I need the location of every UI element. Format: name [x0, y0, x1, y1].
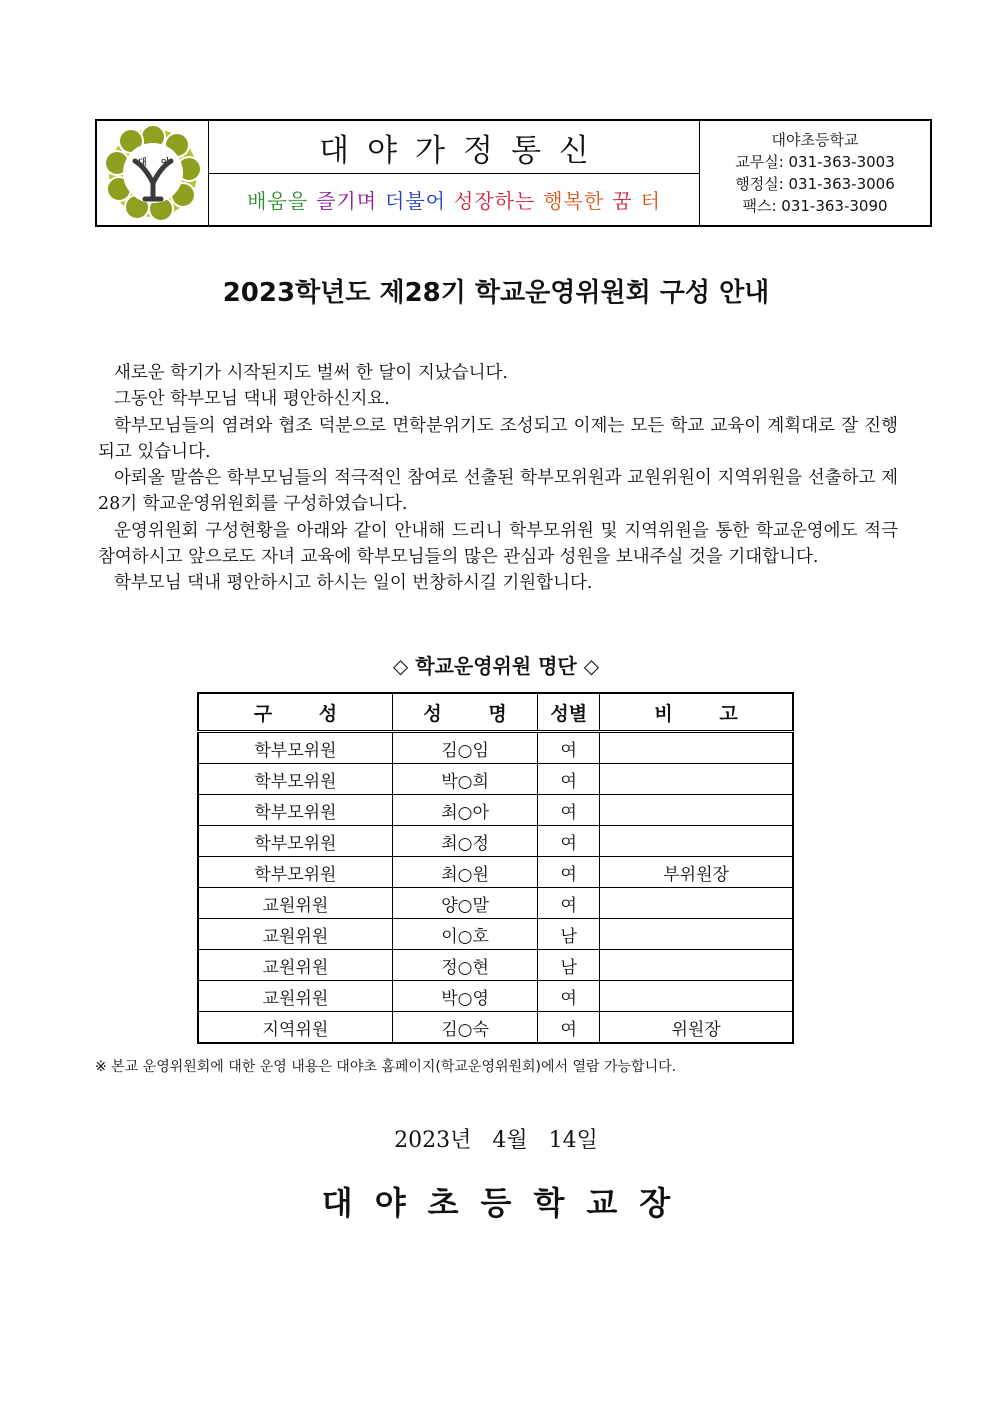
member-table	[197, 692, 794, 1044]
title-cell	[209, 121, 700, 225]
member-role: 지역위원	[198, 1012, 392, 1044]
member-gender: 여	[538, 981, 600, 1012]
svg-text:야: 야	[160, 158, 170, 168]
school-name: 대야초등학교	[771, 131, 859, 149]
paragraph: 그동안 학부모님 댁내 평안하신지요.	[114, 389, 390, 410]
member-role: 학부모위원	[198, 764, 392, 795]
member-gender: 여	[538, 1012, 600, 1044]
letter-body	[98, 360, 898, 597]
member-name: 최○정	[392, 826, 538, 857]
member-name: 박○희	[392, 764, 538, 795]
member-role: 학부모위원	[198, 795, 392, 826]
table-row	[198, 950, 793, 981]
member-remarks	[600, 732, 793, 764]
member-role: 학부모위원	[198, 826, 392, 857]
header-name: 성 명	[392, 693, 538, 732]
header-remarks: 비 고	[600, 693, 793, 732]
logo-cell	[97, 121, 209, 225]
member-remarks	[600, 795, 793, 826]
member-name: 최○원	[392, 857, 538, 888]
motto-word: 즐기며	[316, 189, 378, 213]
school-motto	[209, 174, 699, 225]
svg-text:대: 대	[137, 158, 147, 168]
member-remarks	[600, 826, 793, 857]
member-name: 김○임	[392, 732, 538, 764]
motto-word: 배움을	[247, 189, 309, 213]
member-role: 학부모위원	[198, 732, 392, 764]
member-gender: 여	[538, 826, 600, 857]
motto-word: 행복한	[543, 189, 605, 213]
member-gender: 여	[538, 888, 600, 919]
member-gender: 남	[538, 950, 600, 981]
member-gender: 여	[538, 795, 600, 826]
contact-info	[700, 121, 930, 225]
member-gender: 여	[538, 732, 600, 764]
header-gender: 성별	[538, 693, 600, 732]
motto-word: 터	[640, 189, 661, 213]
newsletter-header	[95, 119, 932, 227]
table-row	[198, 857, 793, 888]
table-row	[198, 826, 793, 857]
paragraph: 운영위원회 구성현황을 아래와 같이 안내해 드리니 학부모위원 및 지역위원을 통한 학교운영에도 적극 참여하시고 앞으로도 자녀 교육에 학부모님들의 많은 관심과 성원을 보내주실 것을 기대합니다.	[98, 520, 898, 568]
table-row	[198, 795, 793, 826]
table-row	[198, 888, 793, 919]
member-role: 학부모위원	[198, 857, 392, 888]
header-role: 구 성	[198, 693, 392, 732]
office-phone: 교무실: 031-363-3003	[735, 153, 895, 171]
member-remarks: 부위원장	[600, 857, 793, 888]
paragraph: 새로운 학기가 시작된지도 벌써 한 달이 지났습니다.	[114, 363, 508, 383]
member-name: 박○영	[392, 981, 538, 1012]
table-header-row	[198, 693, 793, 732]
member-gender: 여	[538, 857, 600, 888]
member-remarks	[600, 888, 793, 919]
member-gender: 남	[538, 919, 600, 950]
member-list-title: ◇ 학교운영위원 명단 ◇	[392, 654, 600, 678]
member-name: 정○현	[392, 950, 538, 981]
paragraph: 학부모님들의 염려와 협조 덕분으로 면학분위기도 조성되고 이제는 모든 학교 교육이 계획대로 잘 진행되고 있습니다.	[98, 415, 898, 462]
admin-phone: 행정실: 031-363-3006	[735, 175, 895, 193]
signer: 대야초등학교장	[321, 1184, 693, 1222]
table-row	[198, 919, 793, 950]
member-remarks	[600, 981, 793, 1012]
fax-number: 팩스: 031-363-3090	[742, 197, 888, 215]
member-name: 김○숙	[392, 1012, 538, 1044]
school-tree-logo-icon	[105, 125, 201, 221]
member-role: 교원위원	[198, 888, 392, 919]
newsletter-title: 대야가정통신	[209, 121, 699, 174]
member-role: 교원위원	[198, 919, 392, 950]
member-gender: 여	[538, 764, 600, 795]
table-row	[198, 981, 793, 1012]
member-name: 최○아	[392, 795, 538, 826]
motto-word: 성장하는	[454, 189, 536, 213]
footnote: ※ 본교 운영위원회에 대한 운영 내용은 대야초 홈페이지(학교운영위원회)에서 열람 가능합니다.	[95, 1059, 677, 1075]
member-role: 교원위원	[198, 981, 392, 1012]
member-remarks: 위원장	[600, 1012, 793, 1044]
member-name: 이○호	[392, 919, 538, 950]
table-row	[198, 764, 793, 795]
table-row	[198, 732, 793, 764]
issue-date: 2023년 4월 14일	[394, 1128, 598, 1153]
member-remarks	[600, 950, 793, 981]
motto-word: 꿈	[612, 189, 633, 213]
member-remarks	[600, 764, 793, 795]
document-title: 2023학년도 제28기 학교운영위원회 구성 안내	[222, 278, 770, 308]
motto-word: 더불어	[385, 189, 446, 213]
member-name: 양○말	[392, 888, 538, 919]
member-role: 교원위원	[198, 950, 392, 981]
member-remarks	[600, 919, 793, 950]
table-row	[198, 1012, 793, 1044]
paragraph: 아뢰올 말씀은 학부모님들의 적극적인 참여로 선출된 학부모위원과 교원위원이 지역위원을 선출하고 제28기 학교운영위원회를 구성하였습니다.	[98, 468, 898, 515]
paragraph: 학부모님 댁내 평안하시고 하시는 일이 번창하시길 기원합니다.	[114, 573, 593, 594]
